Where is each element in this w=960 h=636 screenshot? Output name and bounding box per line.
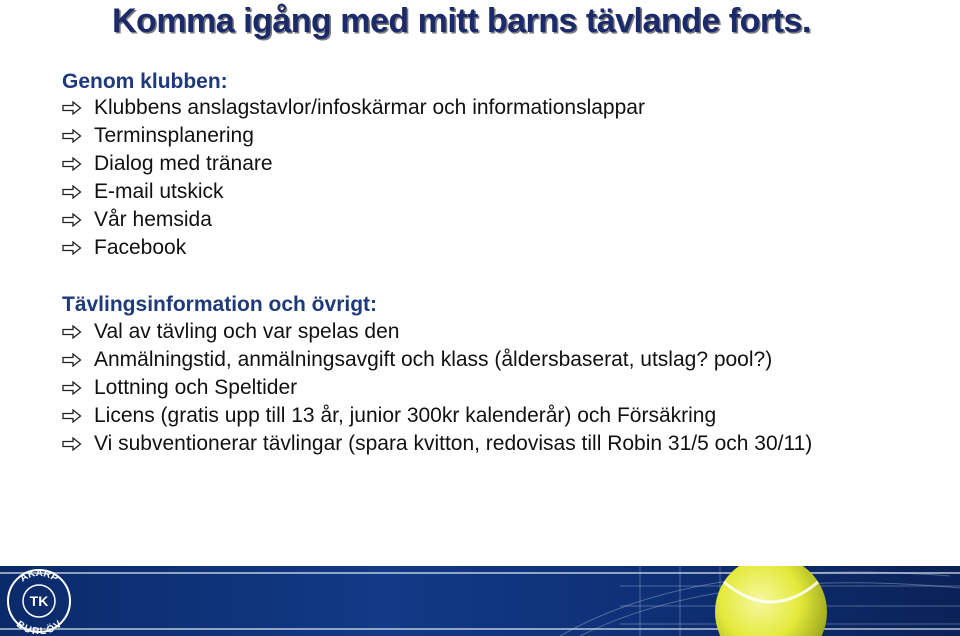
tennis-ball-icon [696,566,846,636]
svg-text:AKARP [18,568,60,585]
arrow-bullet-icon [62,129,82,143]
list-item [62,318,812,346]
list-item [62,178,645,206]
list-item-text: E-mail utskick [94,180,224,203]
list-item [62,346,812,374]
club-logo [4,568,74,634]
arrow-bullet-icon [62,157,82,171]
arrow-bullet-icon [62,353,82,367]
list-item-text: Terminsplanering [94,124,254,147]
svg-text:BURLÖV [14,619,64,634]
footer-banner [0,566,960,636]
arrow-bullet-icon [62,101,82,115]
arrow-bullet-icon [62,409,82,423]
arrow-bullet-icon [62,325,82,339]
list-item-text: Vi subventionerar tävlingar (spara kvitton, redovisas till Robin 31/5 och 30/11) [94,432,813,455]
logo-top-text: AKARP [18,568,60,585]
list-item [62,122,645,150]
arrow-bullet-icon [62,381,82,395]
list-item-text: Vår hemsida [94,208,212,231]
arrow-bullet-icon [62,213,82,227]
competition-section-heading: Tävlingsinformation och övrigt: [62,293,378,316]
list-item-text: Facebook [94,236,187,259]
list-item-text: Dialog med tränare [94,152,273,175]
list-item [62,234,645,262]
logo-center-text: TK [29,593,49,609]
list-item-text: Lottning och Speltider [94,376,298,399]
list-item [62,402,812,430]
club-section-heading: Genom klubben: [62,70,228,93]
list-item-text: Klubbens anslagstavlor/infoskärmar och informationslappar [94,96,645,119]
list-item-text: Anmälningstid, anmälningsavgift och klass (åldersbaserat, utslag? pool?) [94,348,773,371]
list-item [62,374,812,402]
list-item [62,206,645,234]
arrow-bullet-icon [62,185,82,199]
list-item-text: Val av tävling och var spelas den [94,320,400,343]
logo-bottom-text: BURLÖV [14,618,64,634]
list-item [62,94,645,122]
list-item [62,430,812,458]
slide-title: Komma igång med mitt barns tävlande forts. [112,2,811,40]
competition-items-list [62,318,812,458]
arrow-bullet-icon [62,241,82,255]
club-items-list [62,94,645,262]
list-item [62,150,645,178]
list-item-text: Licens (gratis upp till 13 år, junior 300kr kalenderår) och Försäkring [94,404,717,427]
arrow-bullet-icon [62,437,82,451]
